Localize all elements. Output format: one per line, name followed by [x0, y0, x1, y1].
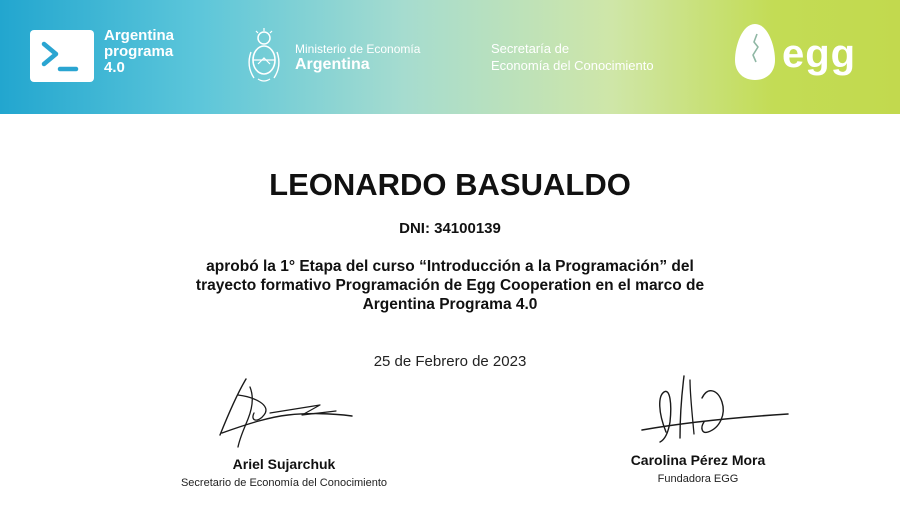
egg-wordmark: egg	[782, 32, 857, 76]
ministerio-line2: Argentina	[295, 56, 370, 73]
signature-carolina	[636, 372, 796, 452]
signer-carolina	[598, 452, 798, 487]
signer-ariel	[160, 456, 408, 491]
ap-line1: Argentina	[104, 27, 175, 44]
statement-line1: aprobó la 1° Etapa del curso “Introducción a la Programación” del	[206, 258, 694, 275]
secretaria-line1: Secretaría de	[491, 41, 570, 56]
recipient-name: LEONARDO BASUALDO	[269, 167, 631, 202]
ap-line2: programa	[104, 43, 174, 60]
signature-ariel	[210, 375, 360, 455]
signer-name: Ariel Sujarchuk	[232, 456, 336, 472]
statement-line2: trayecto formativo Programación de Egg Cooperation en el marco de	[195, 277, 705, 294]
ap-line3: 4.0	[104, 59, 125, 76]
certificate-statement	[150, 257, 750, 314]
argentina-programa-wordmark	[104, 28, 214, 76]
egg-icon	[734, 22, 776, 82]
coat-of-arms-icon	[244, 26, 284, 86]
signer-name: Carolina Pérez Mora	[630, 452, 766, 468]
header-banner	[0, 0, 900, 114]
issue-date: 25 de Febrero de 2023	[373, 353, 527, 370]
ministerio-line1: Ministerio de Economía	[295, 42, 421, 56]
recipient-dni: DNI: 34100139	[399, 220, 501, 237]
secretaria-wordmark	[491, 40, 711, 74]
statement-line3: Argentina Programa 4.0	[362, 296, 538, 313]
signer-role: Secretario de Economía del Conocimiento	[180, 477, 388, 489]
signer-role: Fundadora EGG	[657, 473, 739, 485]
ministerio-wordmark	[295, 43, 420, 73]
argentina-programa-logo	[30, 30, 94, 82]
secretaria-line2: Economía del Conocimiento	[491, 58, 654, 73]
terminal-prompt-icon	[30, 30, 94, 82]
